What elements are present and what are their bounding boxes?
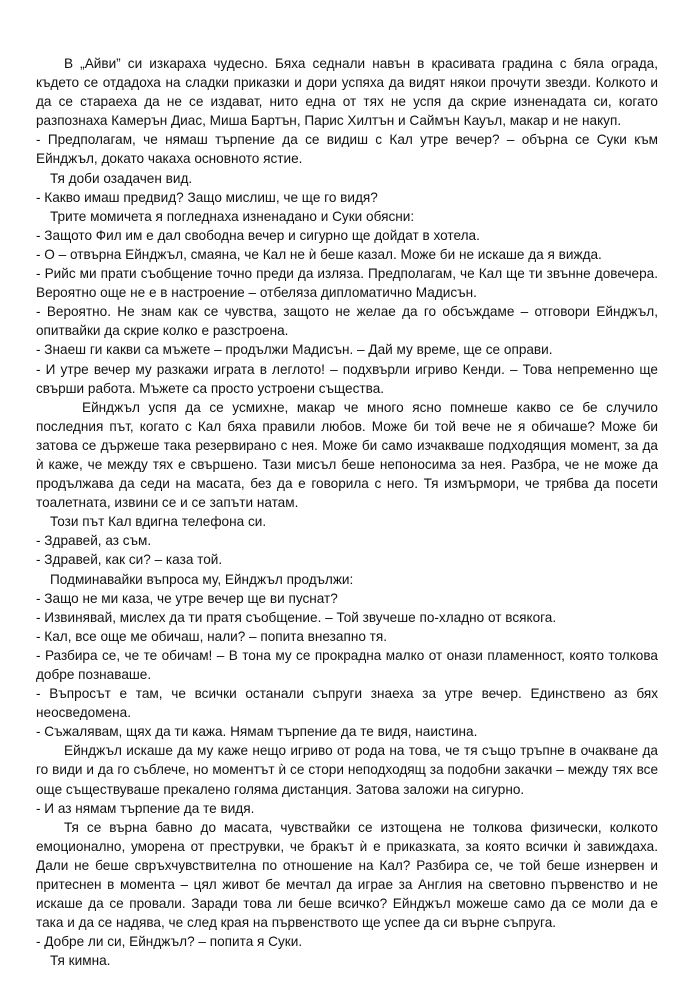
- dialogue-line: - Извинявай, мислех да ти пратя съобщение. – Той звучеше по-хладно от всякога.: [36, 609, 557, 625]
- dialogue-line: - Какво имаш предвид? Защо мислиш, че ще го видя?: [36, 189, 378, 205]
- dialogue-line: - Здравей, как си? – каза той.: [36, 552, 223, 568]
- narration-line: Тя кимна.: [50, 953, 111, 969]
- dialogue-line: - Въпросът е там, че всички останали съпруги знаеха за утре вечер. Единствено аз бях неосведомена.: [36, 686, 658, 721]
- dialogue-line: - Защото Фил им е дал свободна вечер и сигурно ще дойдат в хотела.: [36, 227, 480, 243]
- dialogue-line: - Разбира се, че те обичам! – В тона му се прокрадна малко от онази пламенност, която толкова добре познаваше.: [36, 647, 658, 682]
- dialogue-line: - Съжалявам, щях да ти кажа. Нямам търпение да те видя, наистина.: [36, 724, 478, 740]
- dialogue-line: - И утре вечер му разкажи играта в леглото! – подхвърли игриво Кенди. – Това непременно ще свърши работа. Мъжете са просто устроени същества.: [36, 361, 658, 396]
- dialogue-line: - Предполагам, че нямаш търпение да се видиш с Кал утре вечер? – обърна се Суки към Ейнджъл, докато чакаха основното ястие.: [36, 132, 658, 167]
- dialogue-line: - Добре ли си, Ейнджъл? – попита я Суки.: [36, 934, 303, 950]
- dialogue-line: - Вероятно. Не знам как се чувства, защото не желае да го обсъждаме – отговори Ейнджъл, опитвайки да скрие колко е разстроена.: [36, 304, 658, 339]
- narration-line: Тя доби озадачен вид.: [50, 170, 193, 186]
- dialogue-line: - Защо не ми каза, че утре вечер ще ви пуснат?: [36, 590, 338, 606]
- narration-line: Този път Кал вдигна телефона си.: [50, 514, 267, 530]
- narration-line: Подминавайки въпроса му, Ейнджъл продължи:: [50, 571, 354, 587]
- dialogue-line: - Знаеш ги какви са мъжете – продължи Мадисън. – Дай му време, ще се оправи.: [36, 342, 553, 358]
- dialogue-line: - Рийс ми прати съобщение точно преди да изляза. Предполагам, че Кал ще ти звънне довечера. Вероятно още не е в настроение – отбеляза дипломатично Мадисън.: [36, 266, 658, 301]
- paragraph: В „Айви” си изкараха чудесно. Бяха седнали навън в красивата градина с бяла ограда, където се отдадоха на сладки приказки и дори успяха да видят някои прочути звезди. Колкото и да се стараеха да не се издават, нито една от тях не успя да скрие изненадата си, когато разпознаха Камерън Диас, Миша Бартън, Парис Хилтън и Саймън Кауъл, макар и не накуп.: [36, 56, 658, 129]
- paragraph: Тя се върна бавно до масата, чувствайки се изтощена не толкова физически, колкото емоционално, уморена от преструвки, че бракът ѝ е приказката, за която всички ѝ завиждаха. Дали не беше свръхчувствителна по отношение на Кал? Разбира се, че той беше изнервен и притеснен в момента – цял живот бе мечтал да играе за Англия на световно първенство и не искаше да се провали. Заради това ли беше всичко? Ейнджъл можеше само да се моли да е така и да се надява, че след края на първенството ще успее да си върне съпруга.: [36, 819, 658, 931]
- narration-line: Трите момичета я погледнаха изненадано и Суки обясни:: [50, 208, 415, 224]
- dialogue-line: - И аз нямам търпение да те видя.: [36, 800, 255, 816]
- dialogue-line: - Кал, все още ме обичаш, нали? – попита внезапно тя.: [36, 628, 388, 644]
- paragraph: Ейнджъл успя да се усмихне, макар че много ясно помнеше какво се бе случило последния път, когато с Кал бяха правили любов. Може би той вече не я обичаше? Може би затова се държеше така резервирано с нея. Може би само изчакваше подходящия момент, за да ѝ каже, че между тях е свършено. Тази мисъл беше непоносима за нея. Разбра, че не може да продължава да седи на масата, без да е говорила с него. Тя измърмори, че трябва да посети тоалетната, извини се и се запъти натам.: [36, 399, 658, 511]
- dialogue-line: - О – отвърна Ейнджъл, смаяна, че Кал не ѝ беше казал. Може би не искаше да я вижда.: [36, 246, 602, 262]
- paragraph: Ейнджъл искаше да му каже нещо игриво от рода на това, че тя също тръпне в очакване да го види и да го съблече, но моментът ѝ се стори неподходящ за подобни закачки – между тях все още съществуваше прекалено голяма дистанция. Затова заложи на сигурно.: [36, 743, 658, 797]
- dialogue-line: - Здравей, аз съм.: [36, 533, 152, 549]
